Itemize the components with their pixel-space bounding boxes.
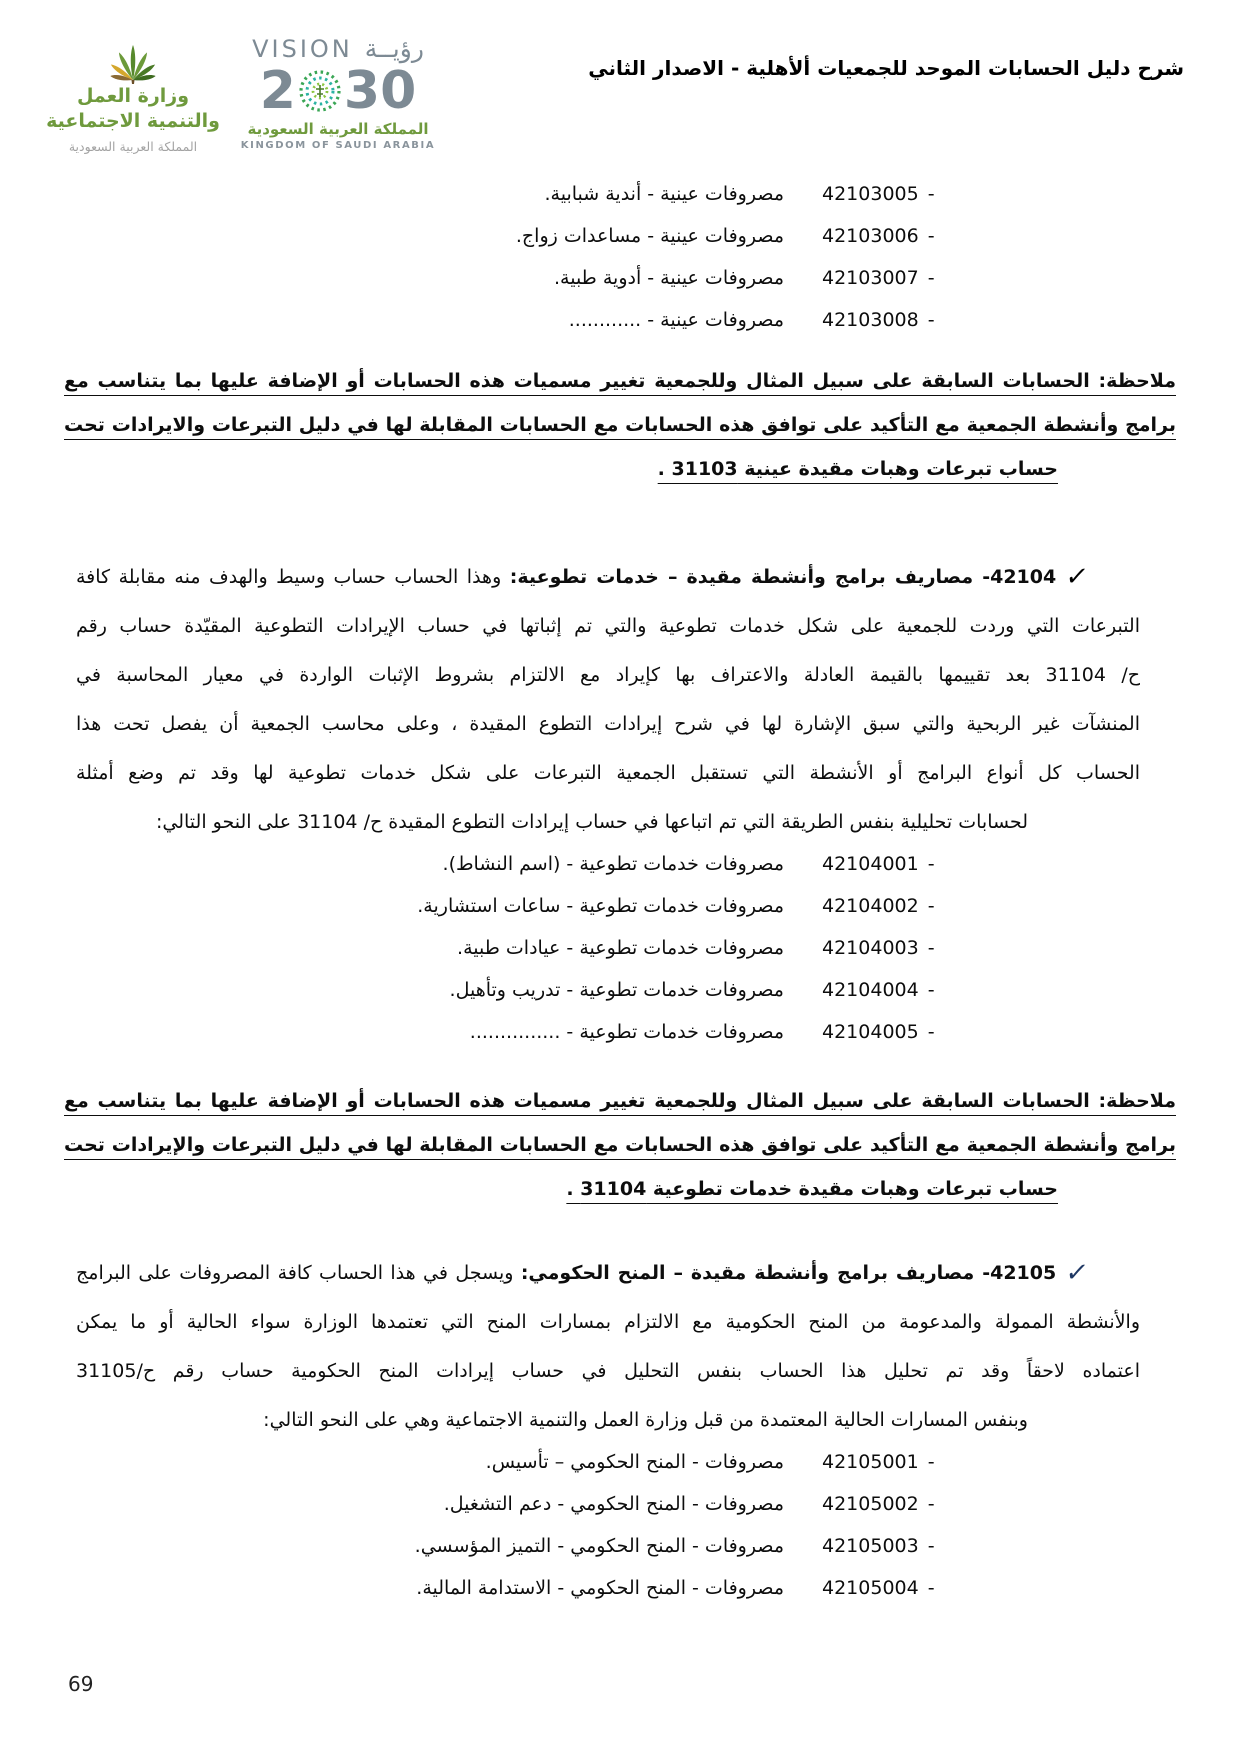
paragraph-line: التبرعات التي وردت للجمعية على شكل خدمات تطوعية والتي تم إثباتها في حساب الإيرادات التطوعية المقيّدة حساب رقم xyxy=(76,615,1140,637)
account-row xyxy=(64,1021,1176,1063)
account-number: 42104003 - xyxy=(822,937,935,959)
account-list-42103 xyxy=(64,183,1176,351)
section-heading: 42105- مصاريف برامج وأنشطة مقيدة – المنح الحكومي: xyxy=(520,1262,1057,1284)
ministry-name-line2: والتنمية الاجتماعية xyxy=(46,110,220,132)
account-row xyxy=(64,1493,1176,1535)
dash-bullet: - xyxy=(927,1535,935,1557)
account-row xyxy=(64,853,1176,895)
note-line: حساب تبرعات وهبات مقيدة خدمات تطوعية 31104 . xyxy=(566,1178,1058,1200)
account-number: 42104002 - xyxy=(822,895,935,917)
paragraph-line: اعتماده لاحقاً وقد تم تحليل هذا الحساب بنفس التحليل في حساب إيرادات المنح الحكومية حساب رقم ح/31105 xyxy=(76,1360,1140,1382)
account-row xyxy=(64,979,1176,1021)
section-42105 xyxy=(76,1249,1140,1445)
account-label: مصروفات عينية - ............ xyxy=(568,309,784,331)
paragraph-line: الحساب كل أنواع البرامج أو الأنشطة التي تستقبل الجمعية التبرعات على شكل خدمات تطوعية لها وقد تم وضع أمثلة xyxy=(76,762,1140,784)
paragraph-line: ح/ 31104 بعد تقييمها بالقيمة العادلة والاعتراف بها كإيراد مع الالتزام بشروط الإثبات الواردة في معيار المحاسبة في xyxy=(76,664,1140,686)
paragraph-line: المنشآت غير الربحية والتي سبق الإشارة لها في شرح إيرادات التطوع المقيدة ، وعلى محاسب الجمعية أن يفصل تحت هذا xyxy=(76,713,1140,735)
vision-country-en: KINGDOM OF SAUDI ARABIA xyxy=(240,140,436,151)
vision-wordmark xyxy=(238,34,438,63)
account-row xyxy=(64,267,1176,309)
account-row xyxy=(64,895,1176,937)
ministry-country: المملكة العربية السعودية xyxy=(68,139,198,154)
account-label: مصروفات - المنح الحكومي – تأسيس. xyxy=(485,1451,784,1473)
section-42104 xyxy=(76,553,1140,847)
page-number: 69 xyxy=(68,1672,94,1696)
paragraph-line: لحسابات تحليلية بنفس الطريقة التي تم اتباعها في حساب إيرادات التطوع المقيدة ح/ 31104 على النحو التالي: xyxy=(155,811,1028,833)
account-number: 42105003 - xyxy=(822,1535,935,1557)
saudi-emblem-icon xyxy=(298,69,342,113)
account-number: 42104004 - xyxy=(822,979,935,1001)
account-label: مصروفات خدمات تطوعية - ساعات استشارية. xyxy=(417,895,784,917)
section-lead-text: وهذا الحساب حساب وسيط والهدف منه مقابلة كافة xyxy=(76,566,502,588)
year-digit-2: 2 xyxy=(259,61,296,121)
checkmark-icon: ✓ xyxy=(1063,1258,1091,1288)
account-label: مصروفات عينية - أندية شبابية. xyxy=(544,183,784,205)
account-label: مصروفات خدمات تطوعية - عيادات طبية. xyxy=(457,937,784,959)
dash-bullet: - xyxy=(927,183,935,205)
dash-bullet: - xyxy=(927,1451,935,1473)
account-number: 42104005 - xyxy=(822,1021,935,1043)
dash-bullet: - xyxy=(927,1021,935,1043)
note-line: برامج وأنشطة الجمعية مع التأكيد على توافق هذه الحسابات مع الحسابات المقابلة لها في دليل التبرعات والإيرادات تحت xyxy=(64,1134,1176,1156)
paragraph-line: وبنفس المسارات الحالية المعتمدة من قبل وزارة العمل والتنمية الاجتماعية وهي على النحو التالي: xyxy=(263,1409,1028,1431)
account-label: مصروفات خدمات تطوعية - تدريب وتأهيل. xyxy=(449,979,784,1001)
account-row xyxy=(64,309,1176,351)
account-number: 42103005 - xyxy=(822,183,935,205)
account-number: 42103008 - xyxy=(822,309,935,331)
ministry-name-line1: وزارة العمل xyxy=(76,85,190,107)
account-label: مصروفات - المنح الحكومي - التميز المؤسسي. xyxy=(414,1535,784,1557)
ministry-logo xyxy=(40,22,226,154)
dash-bullet: - xyxy=(927,225,935,247)
vision-country-ar: المملكة العربية السعودية xyxy=(247,120,429,138)
account-number: 42105001 - xyxy=(822,1451,935,1473)
section-lead-text: ويسجل في هذا الحساب كافة المصروفات على البرامج xyxy=(76,1262,514,1284)
account-label: مصروفات عينية - أدوية طبية. xyxy=(553,267,784,289)
account-row xyxy=(64,937,1176,979)
note-line: ملاحظة: الحسابات السابقة على سبيل المثال وللجمعية تغيير مسميات هذه الحسابات أو الإضافة عليها بما يتناسب مع xyxy=(64,370,1176,392)
dash-bullet: - xyxy=(927,309,935,331)
dash-bullet: - xyxy=(927,267,935,289)
dash-bullet: - xyxy=(927,937,935,959)
note-42104 xyxy=(64,1079,1176,1211)
account-list-42104 xyxy=(64,853,1176,1063)
account-list-42105 xyxy=(64,1451,1176,1619)
account-row xyxy=(64,183,1176,225)
section-heading: 42104- مصاريف برامج وأنشطة مقيدة – خدمات تطوعية: xyxy=(509,566,1057,588)
paragraph-line: والأنشطة الممولة والمدعومة من المنح الحكومية مع الالتزام بمسارات المنح التي تعتمدها الوزارة سواء الحالية أو ما يمكن xyxy=(76,1311,1140,1333)
note-line: برامج وأنشطة الجمعية مع التأكيد على توافق هذه الحسابات مع الحسابات المقابلة لها في دليل التبرعات والايرادات تحت xyxy=(64,414,1176,436)
vision-2030-logo xyxy=(238,34,438,151)
vision-2030-year xyxy=(238,63,438,119)
dash-bullet: - xyxy=(927,853,935,875)
account-number: 42103006 - xyxy=(822,225,935,247)
year-digits-30: 30 xyxy=(343,61,417,121)
account-label: مصروفات خدمات تطوعية - (اسم النشاط). xyxy=(442,853,784,875)
dash-bullet: - xyxy=(927,1577,935,1599)
account-label: مصروفات خدمات تطوعية - ............... xyxy=(469,1021,784,1043)
note-line: حساب تبرعات وهبات مقيدة عينية 31103 . xyxy=(657,458,1058,480)
account-number: 42105002 - xyxy=(822,1493,935,1515)
dash-bullet: - xyxy=(927,895,935,917)
account-row xyxy=(64,1577,1176,1619)
account-label: مصروفات - المنح الحكومي - دعم التشغيل. xyxy=(443,1493,784,1515)
account-row xyxy=(64,1535,1176,1577)
account-row xyxy=(64,1451,1176,1493)
note-42103 xyxy=(64,359,1176,491)
page-content xyxy=(64,183,1176,1619)
document-title: شرح دليل الحسابات الموحد للجمعيات ألأهلية - الاصدار الثاني xyxy=(588,56,1184,80)
account-number: 42104001 - xyxy=(822,853,935,875)
account-number: 42105004 - xyxy=(822,1577,935,1599)
vision-wordmark-ar: رؤيــة xyxy=(364,34,424,63)
account-number: 42103007 - xyxy=(822,267,935,289)
checkmark-icon: ✓ xyxy=(1063,562,1091,592)
palm-tree-icon xyxy=(40,22,226,84)
account-label: مصروفات - المنح الحكومي - الاستدامة المالية. xyxy=(416,1577,784,1599)
note-line: ملاحظة: الحسابات السابقة على سبيل المثال وللجمعية تغيير مسميات هذه الحسابات أو الإضافة عليها بما يتناسب مع xyxy=(64,1090,1176,1112)
section-heading-line xyxy=(76,1249,1140,1298)
dash-bullet: - xyxy=(927,979,935,1001)
account-label: مصروفات عينية - مساعدات زواج. xyxy=(515,225,784,247)
vision-wordmark-en: VISION xyxy=(252,34,353,63)
section-heading-line xyxy=(76,553,1140,602)
account-row xyxy=(64,225,1176,267)
dash-bullet: - xyxy=(927,1493,935,1515)
